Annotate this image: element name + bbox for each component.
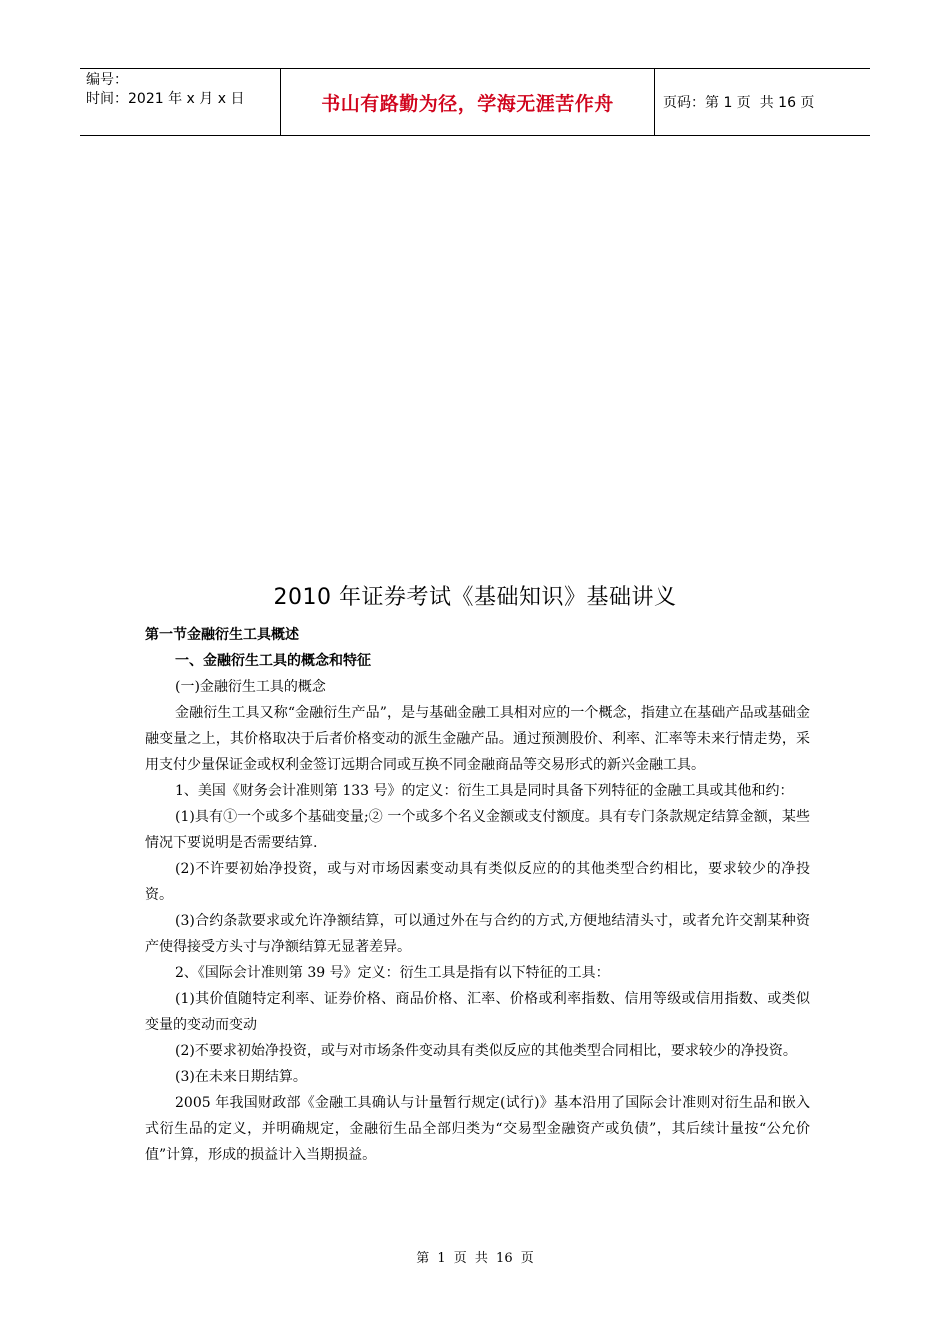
header-meta [80,69,281,135]
document-title: 2010 年证券考试《基础知识》基础讲义 [273,585,677,610]
section-heading: 第一节金融衍生工具概述 [145,627,299,643]
paragraph: (1)其价值随特定利率、证券价格、商品价格、汇率、价格或利率指数、信用等级或信用指数、或类似变量的变动而变动 [145,991,810,1033]
paragraph: 1、美国《财务会计准则第 133 号》的定义：衍生工具是同时具备下列特征的金融工具或其他和约： [175,783,794,799]
time-label: 时间：2021 年 x 月 x 日 [86,91,245,107]
subsection-heading: 一、金融衍生工具的概念和特征 [175,653,371,669]
paragraph: (3)在未来日期结算。 [175,1069,307,1085]
paragraph: (2)不许要初始净投资，或与对市场因素变动具有类似反应的的其他类型合约相比，要求较少的净投资。 [145,861,810,903]
page-header [80,68,870,136]
page-footer: 第 1 页 共 16 页 [416,1251,534,1266]
paragraph: (3)合约条款要求或允许净额结算，可以通过外在与合约的方式,方便地结清头寸，或者允许交割某种资产使得接受方头寸与净额结算无显著差异。 [145,913,810,955]
paragraph: 金融衍生工具又称“金融衍生产品”，是与基础金融工具相对应的一个概念，指建立在基础产品或基础金融变量之上，其价格取决于后者价格变动的派生金融产品。通过预测股价、利率、汇率等未来行情走势，采用支付少量保证金或权利金签订远期合同或互换不同金融商品等交易形式的新兴金融工具。 [145,705,810,773]
header-page-info [655,69,870,135]
document-body [145,622,810,1168]
paragraph: 2、《国际会计准则第 39 号》定义：衍生工具是指有以下特征的工具： [175,965,610,981]
paragraph: (1)具有①一个或多个基础变量;② 一个或多个名义金额或支付额度。具有专门条款规定结算金额，某些情况下要说明是否需要结算. [145,809,810,851]
paragraph: (2)不要求初始净投资，或与对市场条件变动具有类似反应的其他类型合同相比，要求较少的净投资。 [175,1043,797,1059]
number-label: 编号： [86,72,128,88]
header-motto: 书山有路勤为径，学海无涯苦作舟 [281,69,655,135]
paragraph: 2005 年我国财政部《金融工具确认与计量暂行规定(试行)》基本沿用了国际会计准则对衍生品和嵌入式衍生品的定义，并明确规定，金融衍生品全部归类为“交易型金融资产或负债”，其后续计量按“公允价值”计算，形成的损益计入当期损益。 [145,1095,810,1163]
paragraph: (一)金融衍生工具的概念 [175,679,326,695]
page-info-text: 页码：第 1 页 共 16 页 [663,95,815,111]
